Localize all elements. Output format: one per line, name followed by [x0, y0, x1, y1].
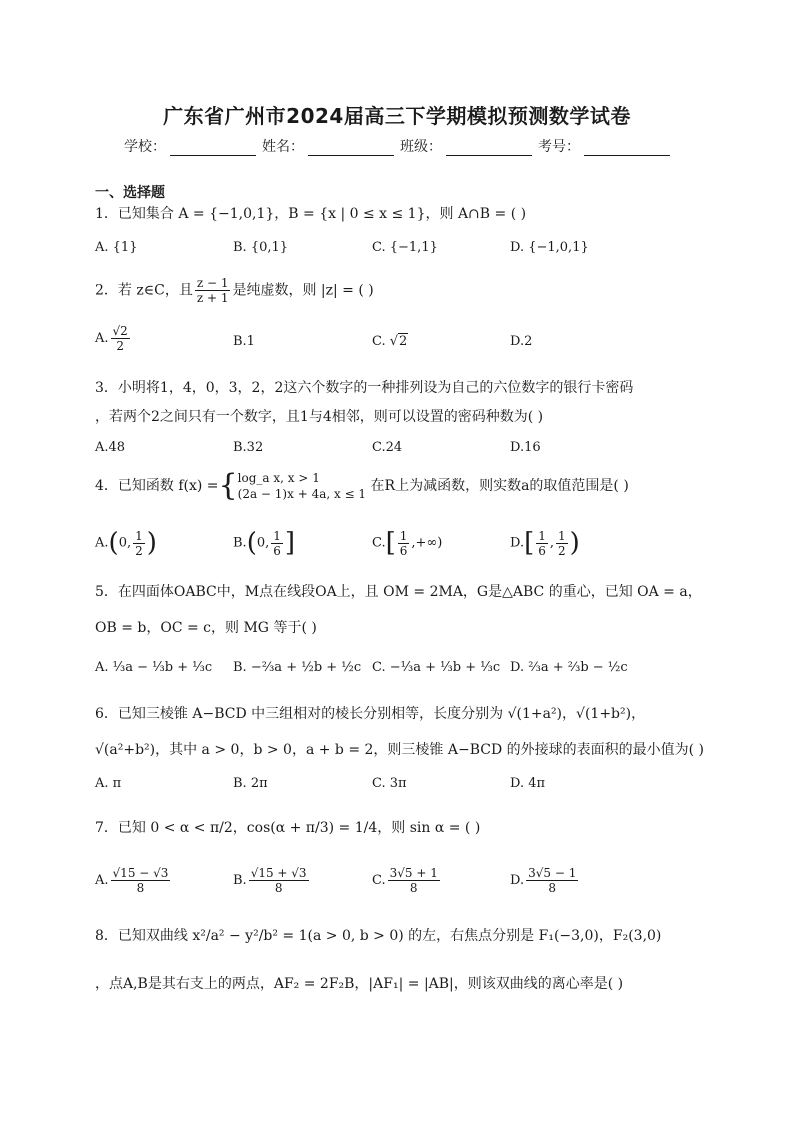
q2-a-label: A. — [95, 331, 109, 346]
q7-b-label: B. — [233, 873, 247, 888]
question-8-line-1: 8．已知双曲线 x²/a² − y²/b² = 1(a > 0, b > 0) 的左，右焦点分别是 F₁(−3,0)，F₂(3,0) — [95, 928, 662, 944]
q7-a-num: √15 − √3 — [112, 866, 169, 880]
q4-d-den-2: 2 — [558, 543, 566, 558]
question-7-option-d[interactable] — [510, 866, 580, 895]
question-4-post: 在R上为减函数，则实数a的取值范围是( ) — [370, 478, 629, 494]
school-blank[interactable] — [170, 141, 256, 156]
q7-b-den: 8 — [274, 881, 283, 895]
question-2 — [95, 276, 374, 305]
question-1-option-b[interactable]: B. {0,1} — [233, 240, 289, 255]
question-2-option-d[interactable]: D.2 — [510, 334, 533, 349]
q7-a-label: A. — [95, 873, 109, 888]
question-5-option-c[interactable]: C. −⅓a + ⅓b + ⅓c — [372, 660, 501, 675]
q4-b-den: 6 — [273, 543, 281, 558]
q4-b-label: B. — [233, 535, 247, 551]
q7-c-num: 3√5 + 1 — [389, 866, 438, 880]
name-blank[interactable] — [308, 141, 394, 156]
section-heading: 一、选择题 — [95, 185, 165, 201]
question-2-post: 是纯虚数，则 |z| = ( ) — [232, 282, 374, 299]
q7-a-frac — [111, 866, 171, 895]
q4-a-frac — [133, 529, 145, 558]
school-label: 学校： — [124, 139, 166, 155]
class-label: 班级： — [400, 139, 442, 155]
q4-d-den-1: 6 — [538, 543, 546, 558]
question-3-line-1: 3．小明将1，4，0，3，2，2这六个数字的一种排列设为自己的六位数字的银行卡密码 — [95, 380, 634, 396]
exam-title: 广东省广州市2024届高三下学期模拟预测数学试卷 — [163, 104, 631, 128]
q2-c-label: C. — [372, 334, 386, 349]
q7-c-frac — [388, 866, 440, 895]
question-1-option-c[interactable]: C. {−1,1} — [372, 240, 438, 255]
q2-c-radicand: 2 — [399, 334, 408, 349]
question-4-option-a[interactable] — [95, 528, 157, 558]
q7-c-label: C. — [372, 873, 386, 888]
question-6-line-2: √(a²+b²)，其中 a > 0，b > 0，a + b = 2，则三棱锥 A−BCD 的外接球的表面积的最小值为( ) — [95, 742, 705, 758]
q4-d-lparen: [ — [524, 528, 535, 558]
q7-a-den: 8 — [136, 881, 145, 895]
question-3-line-2: ，若两个2之间只有一个数字，且1与4相邻，则可以设置的密码种数为( ) — [95, 409, 544, 425]
question-7-option-c[interactable] — [372, 866, 442, 895]
q4-d-num-1: 1 — [538, 528, 546, 543]
q4-a-den: 2 — [135, 543, 143, 558]
question-4-option-b[interactable] — [233, 528, 295, 558]
q4-d-rparen: ) — [569, 528, 580, 558]
question-6-option-c[interactable]: C. 3π — [372, 776, 407, 791]
q4-b-rparen: ] — [284, 528, 296, 558]
question-3-option-c[interactable]: C.24 — [372, 440, 403, 455]
question-3-option-a[interactable]: A.48 — [95, 440, 126, 455]
q4-b-num: 1 — [273, 528, 281, 543]
question-5-line-1: 5．在四面体OABC中，M点在线段OA上，且 OM = 2MA，G是△ABC 的重心，已知 OA = a， — [95, 584, 702, 600]
question-5-option-d[interactable]: D. ⅔a + ⅔b − ½c — [510, 660, 628, 675]
question-1-option-a[interactable]: A. {1} — [95, 240, 138, 255]
question-6-option-a[interactable]: A. π — [95, 776, 122, 791]
class-blank[interactable] — [446, 141, 532, 156]
q4-c-lparen: [ — [385, 528, 396, 558]
q4-a-num: 1 — [135, 528, 143, 543]
q4-b-lparen: ( — [246, 528, 257, 558]
q2-a-frac — [111, 324, 130, 353]
q4-b-lower: 0, — [256, 535, 270, 551]
student-info-line — [124, 136, 684, 156]
question-5-line-2: OB = b，OC = c，则 MG 等于( ) — [95, 620, 317, 636]
q4-d-label: D. — [510, 535, 525, 551]
q4-a-lower: 0, — [118, 535, 132, 551]
question-4 — [95, 470, 629, 502]
q4-a-rparen: ) — [146, 528, 157, 558]
question-1 — [95, 204, 526, 224]
q4-b-frac — [271, 529, 283, 558]
question-2-frac-den: z + 1 — [196, 291, 229, 305]
question-2-option-a[interactable] — [95, 324, 132, 353]
question-5-option-b[interactable]: B. −⅔a + ½b + ½c — [233, 660, 362, 675]
question-1-option-d[interactable]: D. {−1,0,1} — [510, 240, 589, 255]
question-7-option-b[interactable] — [233, 866, 311, 895]
question-6-line-1: 6．已知三棱锥 A−BCD 中三组相对的棱长分别相等，长度分别为 √(1+a²)，√(1+b²)， — [95, 706, 646, 722]
question-3-option-b[interactable]: B.32 — [233, 440, 264, 455]
q2-a-den: 2 — [116, 339, 124, 353]
name-label: 姓名： — [262, 139, 304, 155]
question-8-line-2: ，点A,B是其右支上的两点，AF₂ = 2F₂B，|AF₁| = |AB|，则该双曲线的离心率是( ) — [95, 976, 624, 992]
question-2-number: 2． — [95, 282, 118, 299]
piecewise-cases — [238, 470, 366, 502]
question-6-option-d[interactable]: D. 4π — [510, 776, 546, 791]
question-2-option-c[interactable]: C. √2 — [372, 334, 408, 349]
question-2-option-b[interactable]: B.1 — [233, 334, 255, 349]
question-7-option-a[interactable] — [95, 866, 172, 895]
question-5-option-a[interactable]: A. ⅓a − ⅓b + ⅓c — [95, 660, 213, 675]
question-6-option-b[interactable]: B. 2π — [233, 776, 268, 791]
q7-d-den: 8 — [548, 881, 557, 895]
exam-number-blank[interactable] — [584, 141, 670, 156]
q4-c-label: C. — [372, 535, 386, 551]
q4-c-frac — [398, 529, 410, 558]
q7-b-num: √15 + √3 — [250, 866, 307, 880]
question-4-pre: 4．已知函数 f(x) = — [95, 478, 219, 494]
question-1-number: 1． — [95, 206, 118, 222]
q7-d-label: D. — [510, 873, 525, 888]
q7-d-frac — [526, 866, 578, 895]
piecewise-case-1: log_a x, x > 1 — [237, 471, 320, 485]
q4-a-lparen: ( — [108, 528, 119, 558]
question-4-option-c[interactable] — [372, 528, 442, 558]
q4-d-frac-1 — [536, 529, 548, 558]
q4-c-rparen: ,+∞) — [411, 535, 443, 551]
exam-number-label: 考号： — [538, 139, 580, 155]
q4-c-num: 1 — [399, 528, 408, 543]
question-3-option-d[interactable]: D.16 — [510, 440, 541, 455]
piecewise-brace: { — [218, 468, 238, 503]
question-2-frac-num: z − 1 — [196, 276, 229, 290]
q4-d-frac-2 — [556, 529, 568, 558]
q4-c-den: 6 — [399, 543, 408, 558]
question-4-option-d[interactable]: D.[ $\frac{1}{6}$ , $\frac{1}{2}$ ) — [510, 528, 580, 558]
q7-b-frac — [249, 866, 309, 895]
q7-c-den: 8 — [409, 881, 418, 895]
question-2-pre: 若 z∈C，且 — [117, 282, 193, 299]
question-2-fraction — [195, 276, 231, 305]
q7-d-num: 3√5 − 1 — [528, 866, 577, 880]
piecewise-case-2: (2a − 1)x + 4a, x ≤ 1 — [237, 487, 367, 501]
q2-a-num: √2 — [112, 324, 128, 338]
question-7: 7．已知 0 < α < π/2，cos(α + π/3) = 1/4，则 sin α = ( ) — [95, 820, 481, 836]
question-1-text: 已知集合 A = {−1,0,1}，B = {x | 0 ≤ x ≤ 1}，则 A∩B = ( ) — [117, 206, 527, 222]
q4-a-label: A. — [95, 535, 109, 551]
q4-d-num-2: 1 — [558, 528, 566, 543]
